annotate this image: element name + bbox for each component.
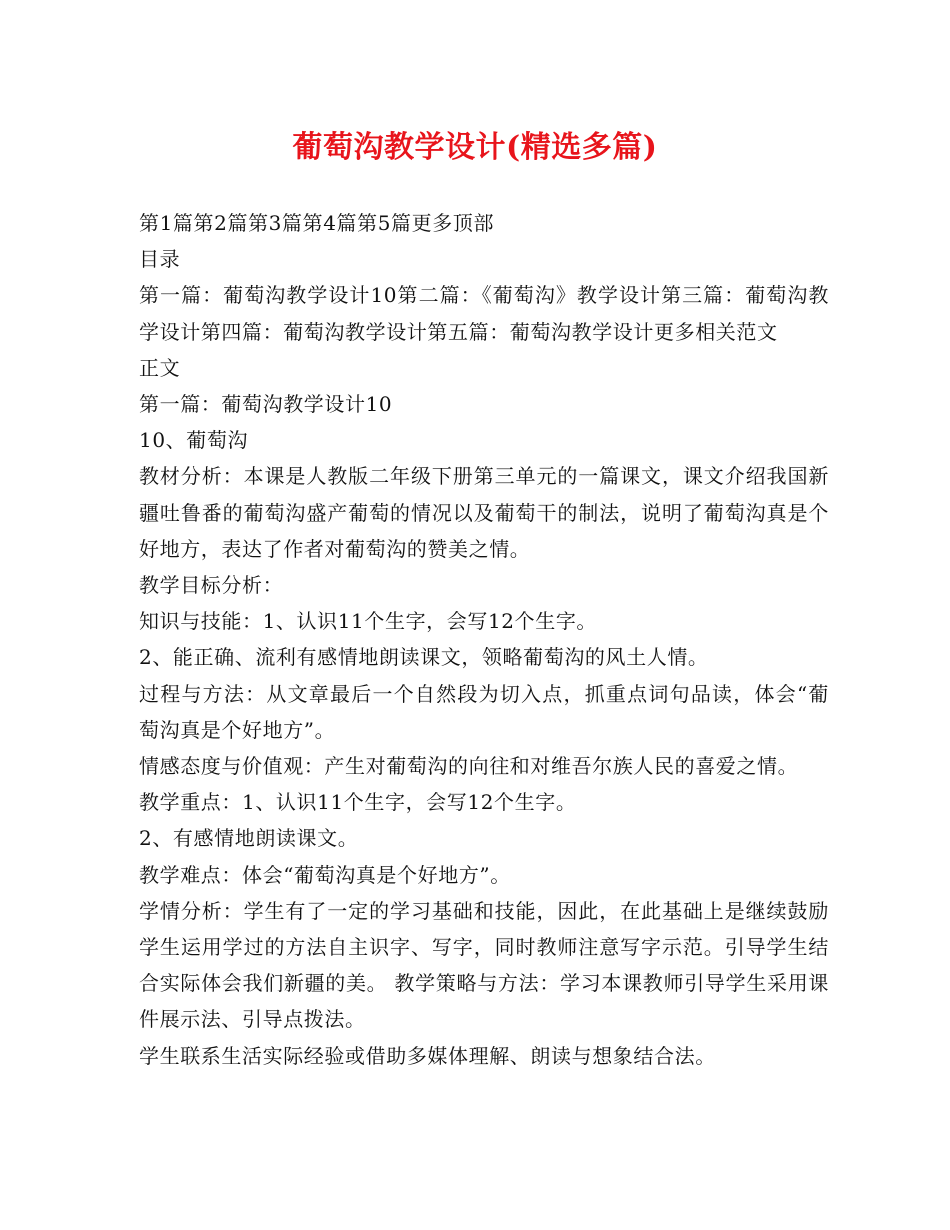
nav-link-part-3[interactable]: 第3篇 xyxy=(248,211,303,235)
nav-link-top[interactable]: 顶部 xyxy=(452,211,495,235)
method-note: 学生联系生活实际经验或借助多媒体理解、朗读与想象结合法。 xyxy=(139,1043,716,1068)
objective-process: 过程与方法：从文章最后一个自然段为切入点，抓重点词句品读，体会“葡萄沟真是个好地方”。 xyxy=(139,681,829,742)
nav-link-part-2[interactable]: 第2篇 xyxy=(193,211,249,235)
section-nav xyxy=(139,205,829,241)
objective-emotion: 情感态度与价值观：产生对葡萄沟的向往和对维吾尔族人民的喜爱之情。 xyxy=(139,754,799,779)
nav-link-part-5[interactable]: 第5篇 xyxy=(357,211,412,235)
objective-reading: 2、能正确、流利有感情地朗读课文，领略葡萄沟的风土人情。 xyxy=(139,645,709,670)
toc-heading: 目录 xyxy=(139,247,181,272)
objective-knowledge: 知识与技能：1、认识11个生字，会写12个生字。 xyxy=(139,609,598,634)
lesson-title: 10、葡萄沟 xyxy=(139,428,249,453)
document-body xyxy=(139,205,829,1074)
document-title: 葡萄沟教学设计(精选多篇) xyxy=(292,130,658,165)
objectives-heading: 教学目标分析： xyxy=(139,573,284,598)
nav-link-part-1[interactable]: 第1篇 xyxy=(139,211,194,235)
textbook-analysis: 教材分析：本课是人教版二年级下册第三单元的一篇课文，课文介绍我国新疆吐鲁番的葡萄沟盛产葡萄的情况以及葡萄干的制法，说明了葡萄沟真是个好地方，表达了作者对葡萄沟的赞美之情。 xyxy=(139,464,829,561)
toc-list: 第一篇：葡萄沟教学设计10第二篇：《葡萄沟》教学设计第三篇：葡萄沟教学设计第四篇：葡萄沟教学设计第五篇：葡萄沟教学设计更多相关范文 xyxy=(139,283,829,344)
key-point-1: 教学重点：1、认识11个生字，会写12个生字。 xyxy=(139,790,577,815)
nav-link-more[interactable]: 更多 xyxy=(411,211,453,235)
main-text-heading: 正文 xyxy=(139,355,181,380)
learner-analysis: 学情分析：学生有了一定的学习基础和技能，因此，在此基础上是继续鼓励学生运用学过的方法自主识字、写字，同时教师注意写字示范。引导学生结合实际体会我们新疆的美。 教学策略与方法：学习本课教师引导学生采用课件展示法、引导点拨法。 xyxy=(139,898,829,1032)
difficulty: 教学难点：体会“葡萄沟真是个好地方”。 xyxy=(139,862,511,887)
nav-link-part-4[interactable]: 第4篇 xyxy=(302,211,358,235)
part-1-heading: 第一篇：葡萄沟教学设计10 xyxy=(139,392,393,417)
key-point-2: 2、有感情地朗读课文。 xyxy=(139,826,359,851)
